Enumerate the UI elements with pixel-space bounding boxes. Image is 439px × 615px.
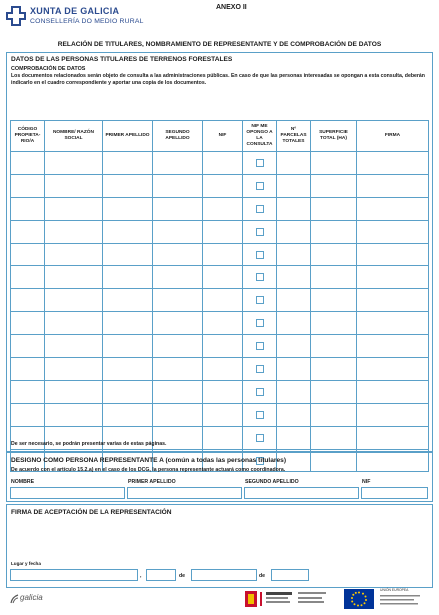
- table-cell[interactable]: [277, 289, 311, 312]
- table-cell[interactable]: [45, 358, 103, 381]
- table-cell[interactable]: [311, 403, 357, 426]
- table-cell[interactable]: [311, 380, 357, 403]
- table-cell[interactable]: [357, 197, 429, 220]
- table-cell: [243, 335, 277, 358]
- table-cell[interactable]: [277, 197, 311, 220]
- table-row: [11, 197, 429, 220]
- table-cell[interactable]: [153, 152, 203, 175]
- table-cell[interactable]: [277, 358, 311, 381]
- table-row: [11, 358, 429, 381]
- table-cell[interactable]: [203, 403, 243, 426]
- section-subtitle: COMPROBACIÓN DE DATOS: [11, 66, 86, 72]
- oppose-consultation-checkbox[interactable]: [256, 319, 264, 327]
- table-row: [11, 335, 429, 358]
- table-cell[interactable]: [103, 358, 153, 381]
- table-cell[interactable]: [153, 243, 203, 266]
- table-cell[interactable]: [103, 197, 153, 220]
- table-cell[interactable]: [357, 220, 429, 243]
- table-row: [11, 312, 429, 335]
- table-cell[interactable]: [103, 152, 153, 175]
- table-cell[interactable]: [45, 152, 103, 175]
- table-cell[interactable]: [153, 380, 203, 403]
- column-header: PRIMER APELLIDO: [103, 121, 153, 152]
- table-row: [11, 243, 429, 266]
- table-cell[interactable]: [203, 243, 243, 266]
- table-cell[interactable]: [357, 380, 429, 403]
- oppose-consultation-checkbox[interactable]: [256, 182, 264, 190]
- table-cell[interactable]: [153, 358, 203, 381]
- table-cell[interactable]: [203, 152, 243, 175]
- first-surname-label: PRIMER APELLIDO: [128, 479, 176, 485]
- table-cell[interactable]: [45, 243, 103, 266]
- table-cell: [243, 197, 277, 220]
- table-cell[interactable]: [277, 403, 311, 426]
- table-cell: [243, 358, 277, 381]
- day-field[interactable]: [146, 569, 176, 581]
- table-cell: [243, 403, 277, 426]
- column-header: SEGUNDO APELLIDO: [153, 121, 203, 152]
- table-cell: [243, 243, 277, 266]
- table-cell[interactable]: [277, 152, 311, 175]
- table-cell[interactable]: [153, 403, 203, 426]
- table-cell[interactable]: [311, 197, 357, 220]
- table-cell[interactable]: [103, 289, 153, 312]
- table-cell[interactable]: [103, 312, 153, 335]
- table-row: [11, 266, 429, 289]
- table-cell[interactable]: [103, 220, 153, 243]
- table-cell[interactable]: [45, 174, 103, 197]
- org-name: XUNTA DE GALICIA: [30, 6, 120, 16]
- table-cell[interactable]: [11, 266, 45, 289]
- table-cell[interactable]: [11, 152, 45, 175]
- table-cell[interactable]: [357, 426, 429, 449]
- table-cell[interactable]: [153, 174, 203, 197]
- table-cell[interactable]: [357, 243, 429, 266]
- table-cell[interactable]: [153, 197, 203, 220]
- section-title: FIRMA DE ACEPTACIÓN DE LA REPRESENTACIÓN: [11, 509, 172, 516]
- table-cell[interactable]: [277, 220, 311, 243]
- table-cell[interactable]: [11, 197, 45, 220]
- table-cell[interactable]: [357, 266, 429, 289]
- table-cell[interactable]: [311, 426, 357, 449]
- table-cell[interactable]: [103, 380, 153, 403]
- column-header: NIF ME OPONGO A LA CONSULTA: [243, 121, 277, 152]
- nif-label: NIF: [362, 479, 371, 485]
- table-cell[interactable]: [311, 152, 357, 175]
- table-cell[interactable]: [203, 312, 243, 335]
- table-cell[interactable]: [357, 174, 429, 197]
- table-cell[interactable]: [277, 243, 311, 266]
- table-cell[interactable]: [11, 289, 45, 312]
- oppose-consultation-checkbox[interactable]: [256, 434, 264, 442]
- oppose-consultation-checkbox[interactable]: [256, 228, 264, 236]
- column-header: NOMBRE/ RAZÓN SOCIAL: [45, 121, 103, 152]
- table-row: [11, 220, 429, 243]
- table-cell[interactable]: [153, 335, 203, 358]
- table-cell[interactable]: [153, 266, 203, 289]
- table-cell[interactable]: [357, 289, 429, 312]
- table-cell[interactable]: [277, 266, 311, 289]
- table-cell: [243, 380, 277, 403]
- de-separator: de: [179, 573, 186, 579]
- table-cell[interactable]: [45, 335, 103, 358]
- document-title: RELACIÓN DE TITULARES, NOMBRAMIENTO DE REPRESENTANTE Y DE COMPROBACIÓN DE DATOS: [57, 41, 382, 48]
- table-cell[interactable]: [357, 335, 429, 358]
- table-cell[interactable]: [11, 243, 45, 266]
- oppose-consultation-checkbox[interactable]: [256, 342, 264, 350]
- section-title: DATOS DE LAS PERSONAS TITULARES DE TERRENOS FORESTALES: [11, 56, 233, 63]
- annex-label: ANEXO II: [216, 4, 247, 11]
- oppose-consultation-checkbox[interactable]: [256, 388, 264, 396]
- table-cell[interactable]: [357, 152, 429, 175]
- table-cell[interactable]: [103, 243, 153, 266]
- table-cell[interactable]: [203, 266, 243, 289]
- table-cell[interactable]: [103, 174, 153, 197]
- month-field[interactable]: [191, 569, 257, 581]
- name-label: NOMBRE: [11, 479, 35, 485]
- table-cell[interactable]: [311, 266, 357, 289]
- table-cell: [243, 220, 277, 243]
- table-cell[interactable]: [203, 358, 243, 381]
- section-intro: Los documentos relacionados serán objeto de consulta a las administraciones públicas. En caso de que las personas interesadas se opongan a esta consulta, deberán indicarlo en el cuadro correspondiente y aportar una copia de los documentos.: [11, 73, 425, 86]
- oppose-consultation-checkbox[interactable]: [256, 251, 264, 259]
- column-header: CÓDIGO PROPIETA-RIO/A: [11, 121, 45, 152]
- table-cell: [243, 289, 277, 312]
- oppose-consultation-checkbox[interactable]: [256, 365, 264, 373]
- galicia-logo: [10, 592, 70, 606]
- table-row: [11, 403, 429, 426]
- table-cell[interactable]: [11, 220, 45, 243]
- gobierno-espana-logo: [244, 589, 328, 609]
- table-cell[interactable]: [45, 197, 103, 220]
- table-cell[interactable]: [203, 220, 243, 243]
- table-cell[interactable]: [11, 335, 45, 358]
- eu-label: UNIÓN EUROPEA: [380, 588, 409, 592]
- table-row: [11, 152, 429, 175]
- place-date-label: Lugar y fecha: [11, 561, 41, 566]
- galicia-wordmark: galicia: [20, 593, 43, 602]
- table-cell[interactable]: [153, 312, 203, 335]
- eu-logo: [344, 588, 424, 610]
- first-surname-field[interactable]: [127, 487, 242, 499]
- titulares-table: [10, 120, 429, 472]
- year-field[interactable]: [271, 569, 309, 581]
- second-surname-label: SEGUNDO APELLIDO: [245, 479, 299, 485]
- table-cell[interactable]: [45, 220, 103, 243]
- table-cell[interactable]: [45, 266, 103, 289]
- firma-section: [6, 504, 433, 588]
- galicia-mark-icon: [10, 594, 19, 604]
- table-cell[interactable]: [45, 289, 103, 312]
- titulares-section: [6, 52, 433, 452]
- table-row: [11, 380, 429, 403]
- table-row: [11, 174, 429, 197]
- second-surname-field[interactable]: [244, 487, 359, 499]
- table-cell[interactable]: [311, 174, 357, 197]
- de-separator: de: [259, 573, 266, 579]
- section-intro: De acuerdo con el artículo 15.2.a) en el caso de los DCG, la persona representante actuará como coordinadora.: [11, 467, 286, 473]
- oppose-consultation-checkbox[interactable]: [256, 411, 264, 419]
- table-cell[interactable]: [277, 335, 311, 358]
- table-cell[interactable]: [153, 220, 203, 243]
- table-cell[interactable]: [277, 312, 311, 335]
- table-cell[interactable]: [277, 426, 311, 449]
- table-cell[interactable]: [311, 289, 357, 312]
- table-cell[interactable]: [11, 380, 45, 403]
- table-cell[interactable]: [45, 403, 103, 426]
- representante-section: [6, 452, 433, 502]
- table-cell[interactable]: [311, 243, 357, 266]
- oppose-consultation-checkbox[interactable]: [256, 296, 264, 304]
- table-cell[interactable]: [203, 380, 243, 403]
- place-field[interactable]: [10, 569, 138, 581]
- multiple-pages-note: De ser necesario, se podrán presentar varias de estas páginas.: [11, 441, 167, 447]
- section-title: DESIGNO COMO PERSONA REPRESENTANTE A (común a todas las personas titulares): [11, 457, 287, 464]
- table-cell[interactable]: [103, 335, 153, 358]
- table-cell[interactable]: [103, 266, 153, 289]
- table-cell[interactable]: [311, 220, 357, 243]
- table-cell[interactable]: [357, 403, 429, 426]
- table-cell[interactable]: [45, 312, 103, 335]
- table-cell[interactable]: [11, 403, 45, 426]
- column-header: NIF: [203, 121, 243, 152]
- table-cell[interactable]: [277, 380, 311, 403]
- table-cell[interactable]: [203, 335, 243, 358]
- table-cell[interactable]: [11, 174, 45, 197]
- name-field[interactable]: [10, 487, 125, 499]
- table-cell[interactable]: [203, 174, 243, 197]
- table-cell: [243, 152, 277, 175]
- table-cell[interactable]: [357, 312, 429, 335]
- comma-separator: ,: [140, 573, 142, 579]
- table-header-row: [11, 121, 429, 152]
- xunta-emblem-icon: [6, 5, 26, 27]
- table-cell[interactable]: [11, 312, 45, 335]
- table-cell[interactable]: [311, 312, 357, 335]
- table-cell: [243, 266, 277, 289]
- table-cell: [243, 312, 277, 335]
- table-cell[interactable]: [153, 289, 203, 312]
- table-cell[interactable]: [203, 426, 243, 449]
- table-cell[interactable]: [311, 335, 357, 358]
- table-cell[interactable]: [103, 403, 153, 426]
- nif-field[interactable]: [361, 487, 428, 499]
- oppose-consultation-checkbox[interactable]: [256, 273, 264, 281]
- table-row: [11, 289, 429, 312]
- table-cell: [243, 174, 277, 197]
- table-cell[interactable]: [311, 358, 357, 381]
- table-cell[interactable]: [203, 289, 243, 312]
- table-cell[interactable]: [11, 358, 45, 381]
- table-cell: [243, 426, 277, 449]
- column-header: SUPERFICIE TOTAL (HA): [311, 121, 357, 152]
- spain-coat-of-arms-icon: [244, 589, 328, 609]
- table-cell[interactable]: [277, 174, 311, 197]
- oppose-consultation-checkbox[interactable]: [256, 159, 264, 167]
- xunta-logo: [6, 4, 156, 30]
- column-header: FIRMA: [357, 121, 429, 152]
- department-name: CONSELLERÍA DO MEDIO RURAL: [30, 18, 144, 25]
- column-header: Nº PARCELAS TOTALES: [277, 121, 311, 152]
- table-cell[interactable]: [357, 358, 429, 381]
- table-cell[interactable]: [45, 380, 103, 403]
- oppose-consultation-checkbox[interactable]: [256, 205, 264, 213]
- table-cell[interactable]: [203, 197, 243, 220]
